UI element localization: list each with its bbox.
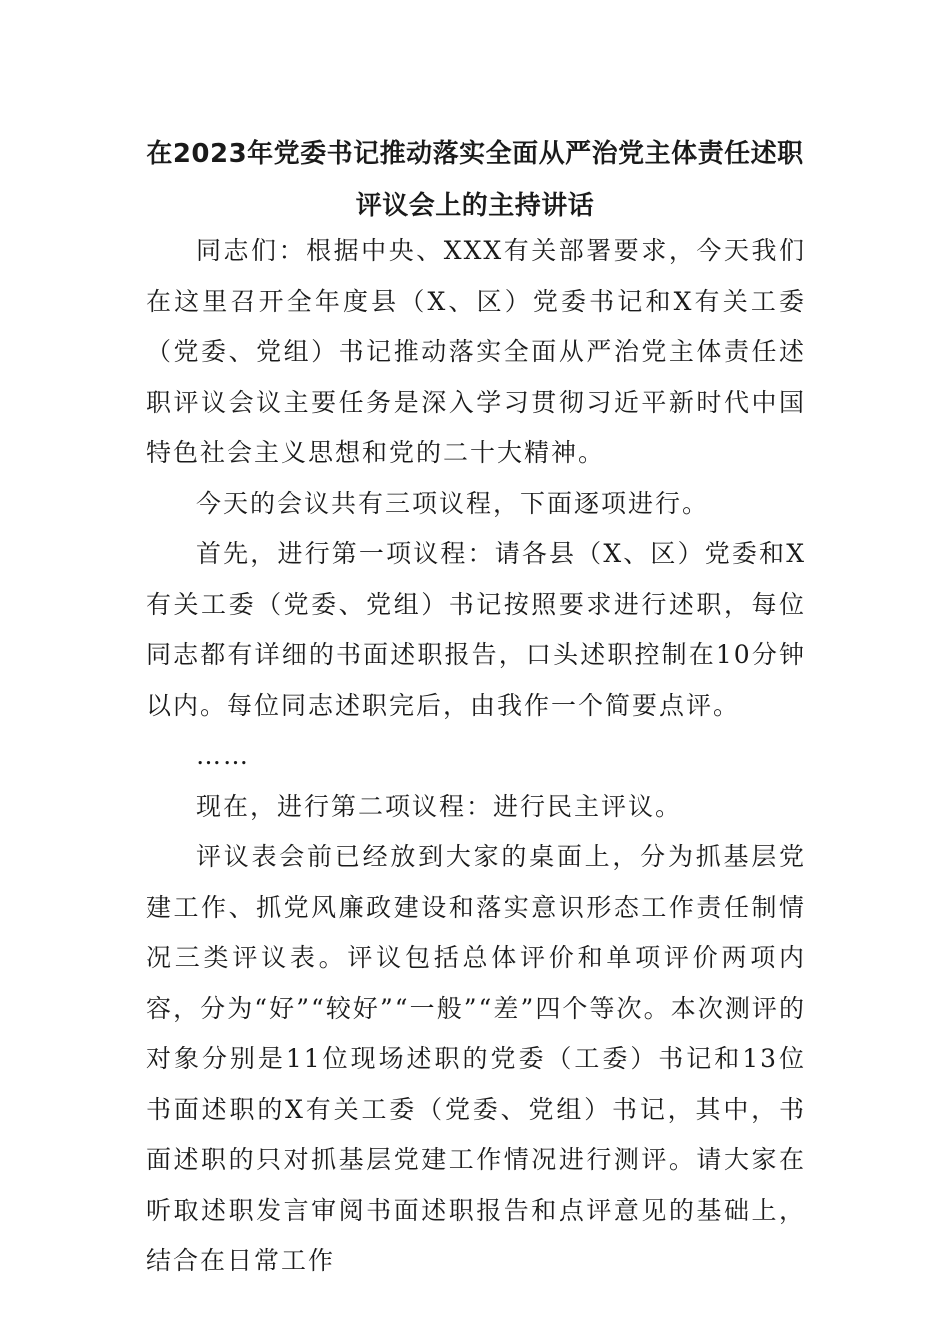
paragraph-agenda-item-2: 现在，进行第二项议程：进行民主评议。	[196, 791, 683, 821]
document-body	[146, 226, 806, 1287]
paragraph-agenda-overview: 今天的会议共有三项议程，下面逐项进行。	[196, 488, 710, 518]
paragraph-greeting: 同志们：根据中央、XXX有关部署要求，今天我们在这里召开全年度县（X、区）党委书记和X有关工委（党委、党组）书记推动落实全面从严治党主体责任述职评议会议主要任务是深入学习贯彻习近平新时代中国特色社会主义思想和党的二十大精神。	[146, 236, 806, 467]
paragraph-agenda-item-1: 首先，进行第一项议程：请各县（X、区）党委和X有关工委（党委、党组）书记按照要求进行述职，每位同志都有详细的书面述职报告，口头述职控制在10分钟以内。每位同志述职完后，由我作一个简要点评。	[146, 539, 806, 720]
document-title: 在2023年党委书记推动落实全面从严治党主体责任述职评议会上的主持讲话	[146, 139, 804, 221]
paragraph-evaluation-details: 评议表会前已经放到大家的桌面上，分为抓基层党建工作、抓党风廉政建设和落实意识形态工作责任制情况三类评议表。评议包括总体评价和单项评价两项内容，分为“好”“较好”“一般”“差”四个等次。本次测评的对象分别是11位现场述职的党委（工委）书记和13位书面述职的X有关工委（党委、党组）书记，其中，书面述职的只对抓基层党建工作情况进行测评。请大家在听取述职发言审阅书面述职报告和点评意见的基础上，结合在日常工作	[146, 842, 806, 1275]
paragraph-ellipsis: ……	[196, 741, 250, 770]
